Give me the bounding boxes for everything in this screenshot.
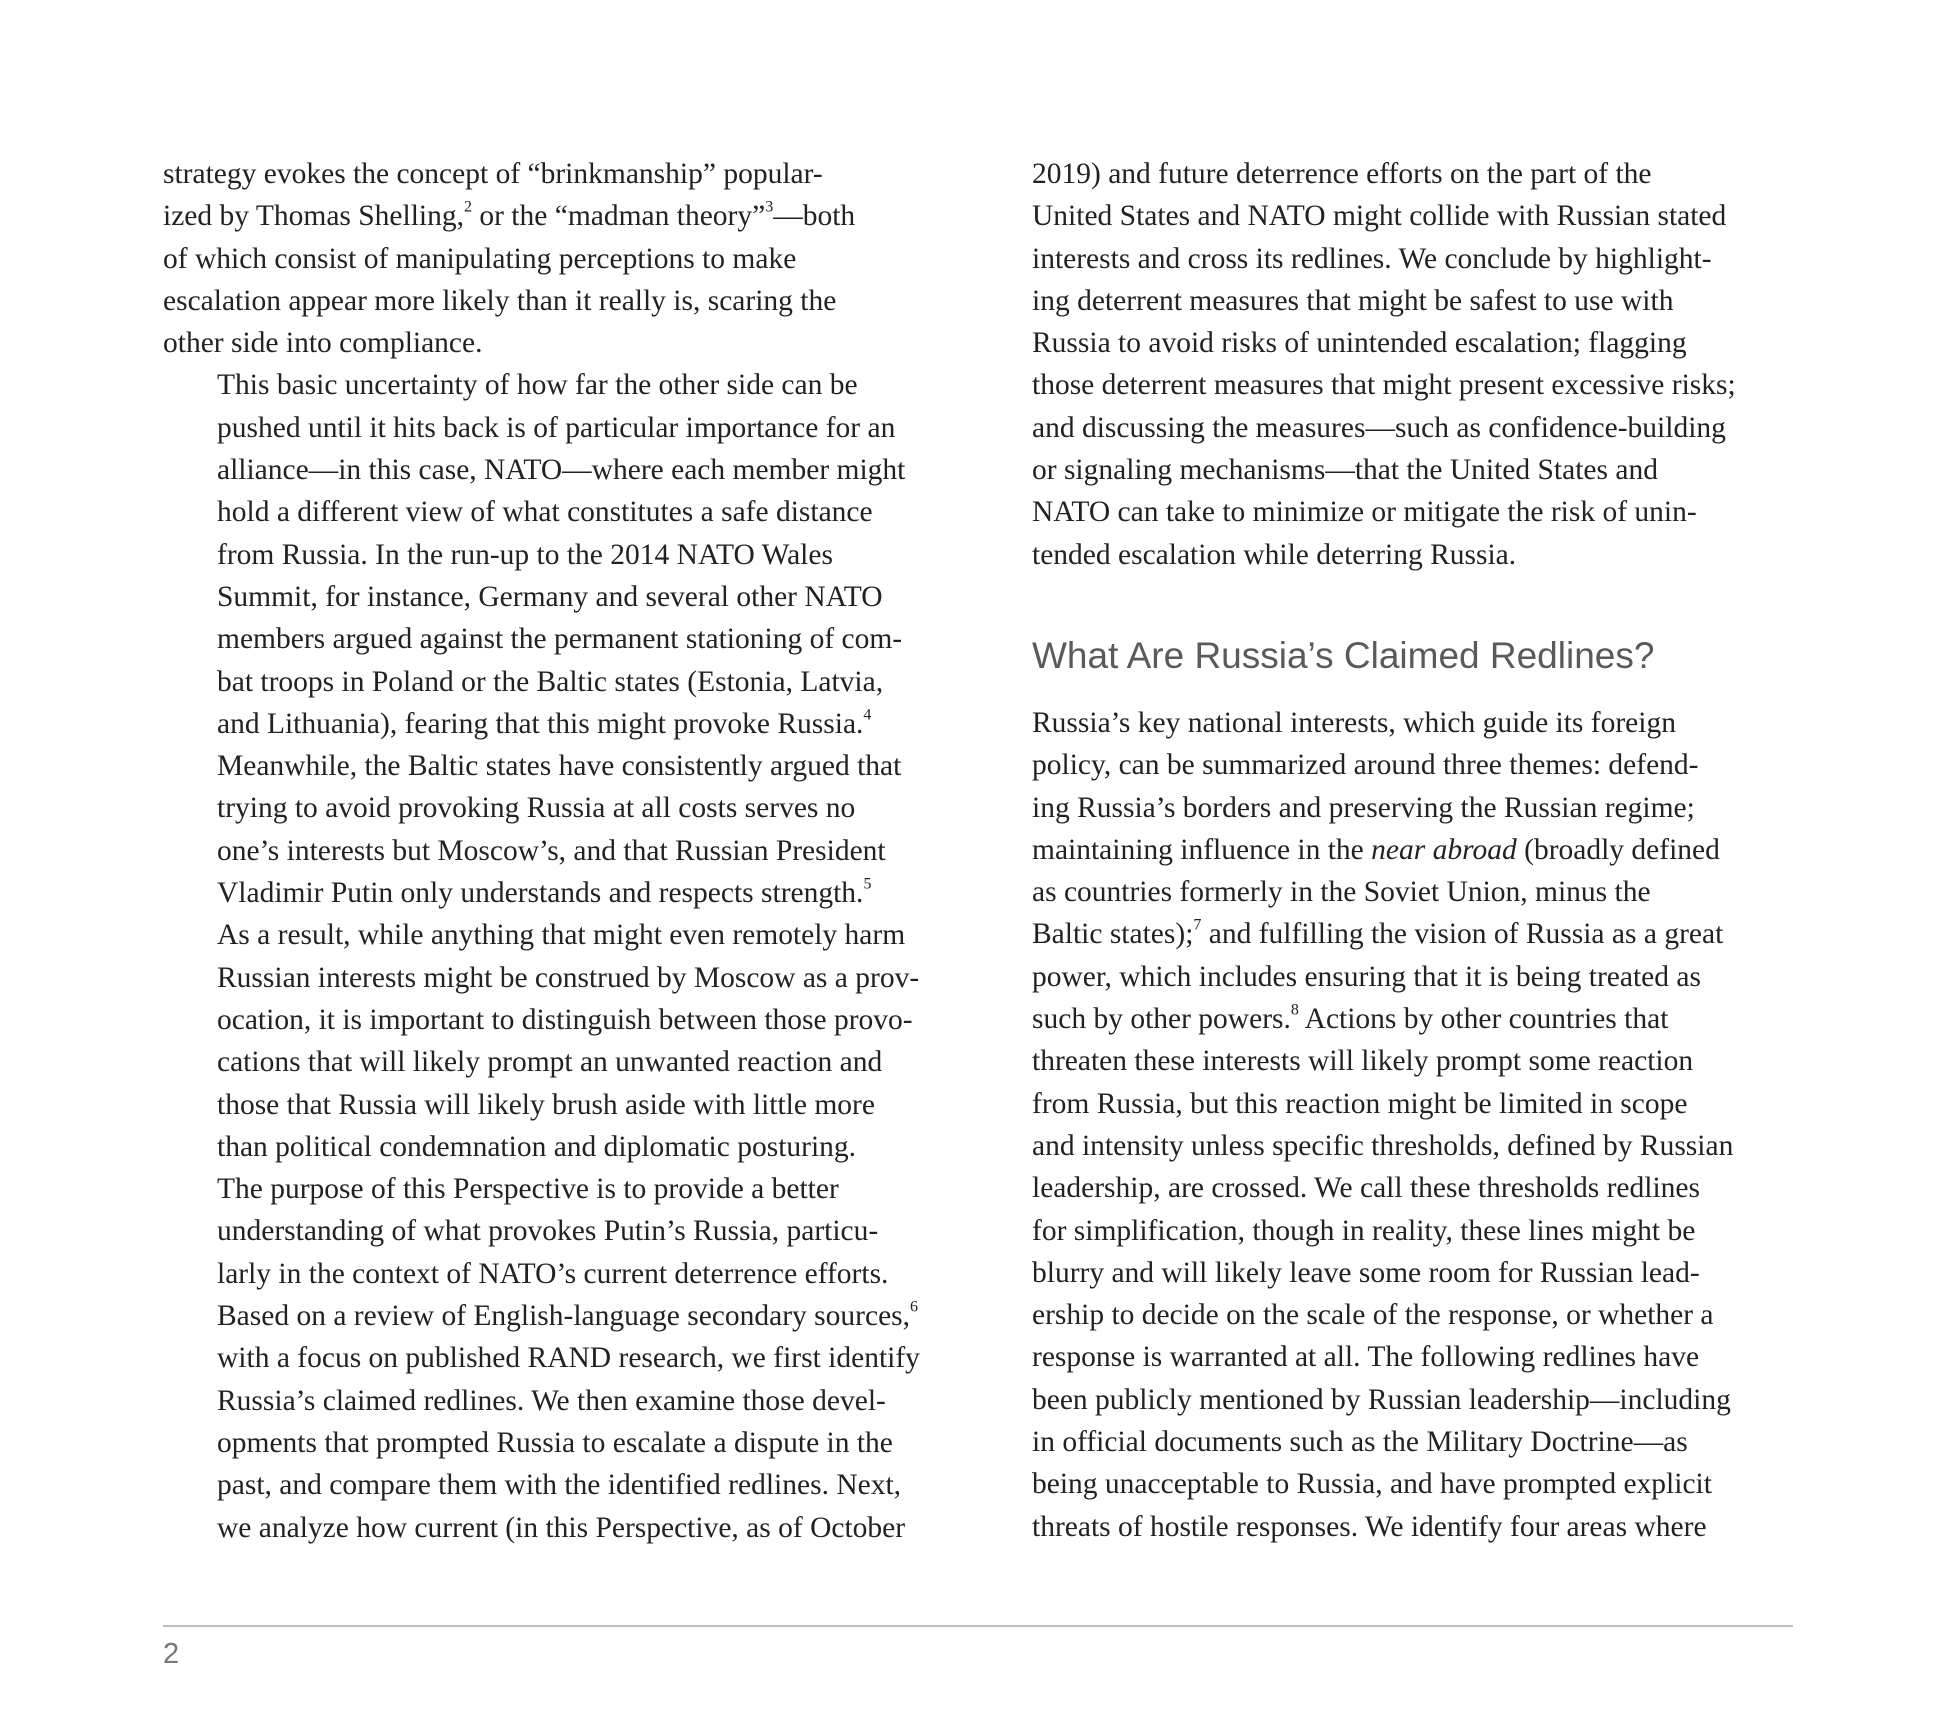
text-line: bat troops in Poland or the Baltic states (Estonia, Latvia, — [217, 665, 884, 698]
text-line: those that Russia will likely brush aside with little more — [217, 1088, 875, 1121]
text-line: one’s interests but Moscow’s, and that Russian President — [217, 834, 886, 867]
text-line: blurry and will likely leave some room for Russian lead- — [1032, 1256, 1700, 1289]
right-column — [1032, 153, 1802, 1548]
paragraph — [1032, 702, 1802, 1548]
text-line: those deterrent measures that might present excessive risks; — [1032, 369, 1736, 402]
text-line: alliance—in this case, NATO—where each member might — [217, 454, 906, 487]
text-line: in official documents such as the Military Doctrine—as — [1032, 1426, 1688, 1459]
text-line: with a focus on published RAND research, we first identify — [217, 1342, 920, 1375]
text-line: members argued against the permanent stationing of com- — [217, 623, 903, 656]
text-line: tended escalation while deterring Russia. — [1032, 538, 1517, 571]
text-line: Russia’s claimed redlines. We then examine those devel- — [217, 1384, 886, 1417]
text-line: ocation, it is important to distinguish between those provo- — [217, 1003, 913, 1036]
footnote-marker: 5 — [863, 875, 872, 893]
text-line: This basic uncertainty of how far the other side can be — [217, 369, 858, 402]
text-line: and discussing the measures—such as confidence-building — [1032, 411, 1726, 444]
text-line: from Russia, but this reaction might be limited in scope — [1032, 1087, 1688, 1120]
text-line: for simplification, though in reality, these lines might be — [1032, 1214, 1696, 1247]
text-line: Based on a review of English-language secondary sources,$^6$ — [217, 1298, 919, 1333]
text-line: interests and cross its redlines. We conclude by highlight- — [1032, 242, 1712, 275]
footnote-marker: 6 — [910, 1298, 919, 1316]
text-line: Russian interests might be construed by Moscow as a prov- — [217, 961, 920, 994]
page-number: 2 — [163, 1638, 180, 1670]
text-line: escalation appear more likely than it really is, scaring the — [163, 284, 837, 317]
text-line: ership to decide on the scale of the response, or whether a — [1032, 1299, 1714, 1332]
text-line: NATO can take to minimize or mitigate the risk of unin- — [1032, 496, 1697, 529]
text-line: we analyze how current (in this Perspective, as of October — [217, 1511, 906, 1544]
text-line: United States and NATO might collide with Russian stated — [1032, 200, 1727, 233]
text-line: Vladimir Putin only understands and respects strength.$^5$ — [217, 875, 872, 910]
text-line: The purpose of this Perspective is to provide a better — [217, 1173, 839, 1206]
text-line: Meanwhile, the Baltic states have consistently argued that — [217, 750, 902, 783]
text-line: Summit, for instance, Germany and several other NATO — [217, 580, 883, 613]
text-line: as countries formerly in the Soviet Union, minus the — [1032, 876, 1651, 909]
text-line: being unacceptable to Russia, and have prompted explicit — [1032, 1468, 1712, 1501]
text-line: threaten these interests will likely prompt some reaction — [1032, 1045, 1694, 1078]
text-line: larly in the context of NATO’s current deterrence efforts. — [217, 1257, 889, 1290]
text-line: As a result, while anything that might even remotely harm — [217, 919, 906, 952]
emphasis-text: near abroad — [1371, 833, 1517, 866]
text-line: pushed until it hits back is of particular importance for an — [217, 411, 896, 444]
text-line: Russia’s key national interests, which guide its foreign — [1032, 706, 1676, 739]
footer-divider — [163, 1625, 1793, 1627]
text-line: hold a different view of what constitutes a safe distance — [217, 496, 873, 529]
text-line: such by other powers.$^8$ Actions by other countries that — [1032, 1001, 1669, 1036]
text-line: ing deterrent measures that might be safest to use with — [1032, 284, 1674, 317]
footnote-marker: 7 — [1193, 916, 1202, 934]
text-line: and Lithuania), fearing that this might provoke Russia.$^4$ — [217, 706, 872, 740]
text-line: or signaling mechanisms—that the United States and — [1032, 454, 1658, 487]
footnote-marker: 3 — [765, 198, 774, 216]
text-line: strategy evokes the concept of “brinkmanship” popular- — [163, 158, 823, 190]
text-line: cations that will likely prompt an unwanted reaction and — [217, 1046, 883, 1079]
section-heading: What Are Russia’s Claimed Redlines? — [1032, 634, 1655, 676]
paragraph — [163, 1168, 928, 1549]
text-line: opments that prompted Russia to escalate a dispute in the — [217, 1426, 893, 1459]
text-line: of which consist of manipulating perceptions to make — [163, 242, 797, 275]
text-line: Baltic states);$^7$ and fulfilling the vision of Russia as a great — [1032, 916, 1724, 951]
paragraph — [163, 364, 928, 1168]
text-line: policy, can be summarized around three themes: defend- — [1032, 749, 1699, 782]
text-line: threats of hostile responses. We identify four areas where — [1032, 1510, 1707, 1543]
text-line: understanding of what provokes Putin’s Russia, particu- — [217, 1215, 879, 1248]
footnote-marker: 2 — [463, 198, 472, 216]
paragraph — [163, 153, 928, 364]
paragraph — [1032, 153, 1802, 576]
text-line: response is warranted at all. The following redlines have — [1032, 1341, 1700, 1374]
text-line: 2019) and future deterrence efforts on the part of the — [1032, 158, 1652, 190]
left-column — [163, 153, 928, 1549]
text-line: power, which includes ensuring that it is being treated as — [1032, 960, 1701, 993]
text-line: maintaining influence in the near abroad (broadly defined — [1032, 833, 1720, 866]
text-line: from Russia. In the run-up to the 2014 NATO Wales — [217, 538, 833, 571]
text-line: and intensity unless specific thresholds, defined by Russian — [1032, 1129, 1734, 1162]
text-line: ized by Thomas Shelling,$^2$ or the “madman theory”$^3$—both — [163, 198, 856, 233]
footnote-marker: 4 — [863, 706, 872, 724]
text-line: past, and compare them with the identified redlines. Next, — [217, 1469, 902, 1502]
text-line: Russia to avoid risks of unintended escalation; flagging — [1032, 327, 1687, 360]
text-line: been publicly mentioned by Russian leadership—including — [1032, 1383, 1731, 1416]
footnote-marker: 8 — [1290, 1001, 1299, 1019]
text-line: ing Russia’s borders and preserving the Russian regime; — [1032, 791, 1695, 824]
text-line: than political condemnation and diplomatic posturing. — [217, 1130, 857, 1163]
text-line: leadership, are crossed. We call these thresholds redlines — [1032, 1172, 1700, 1205]
text-line: other side into compliance. — [163, 327, 483, 360]
text-line: trying to avoid provoking Russia at all costs serves no — [217, 792, 856, 825]
